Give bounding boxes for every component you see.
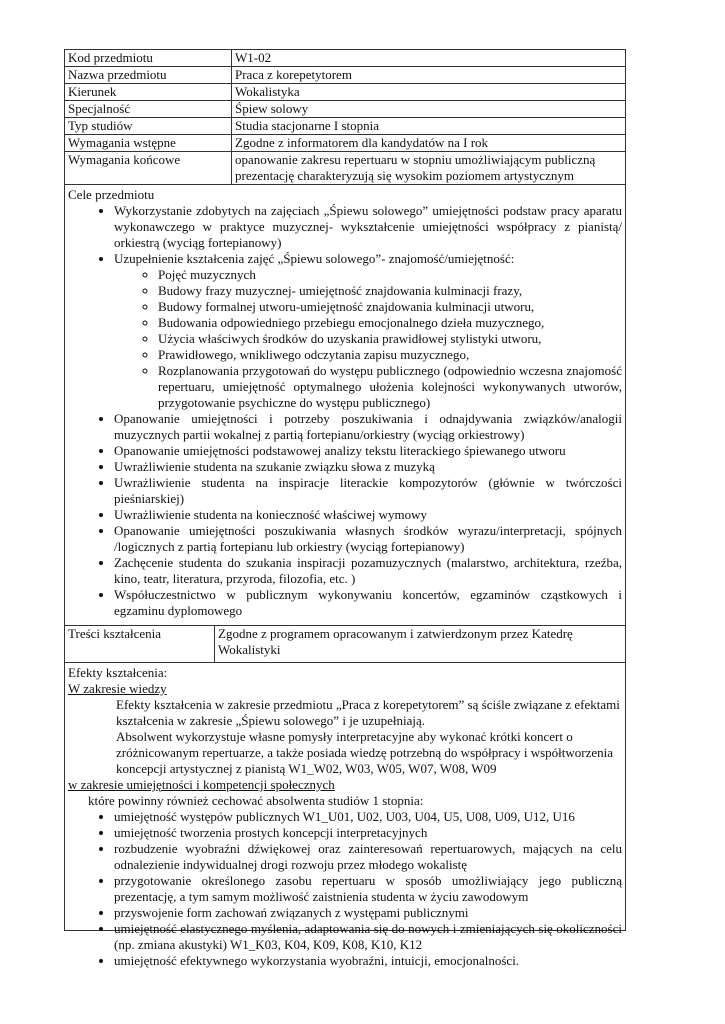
meta-value: Wokalistyka [232, 84, 626, 101]
goal-item: • Współuczestnictwo w publicznym wykonywaniu koncertów, egzaminów cząstkowych i egzaminu dyplomowego [114, 587, 622, 619]
meta-key: Specjalność [65, 101, 232, 118]
goal-subitem: ◦ Pojęć muzycznych [158, 267, 622, 283]
meta-row [65, 101, 626, 118]
meta-row [65, 152, 626, 185]
skill-item: • umiejętność tworzenia prostych koncepcji interpretacyjnych [114, 825, 622, 841]
skill-item: • przyswojenie form zachowań związanych z występami publicznymi [114, 905, 622, 921]
goal-subitem: ◦ Użycia właściwych środków do uzyskania prawidłowej stylistyki utworu, [158, 331, 622, 347]
course-meta-table [64, 49, 626, 185]
meta-value: W1-02 [232, 50, 626, 67]
goal-item: • Uwrażliwienie studenta na konieczność właściwej wymowy [114, 507, 622, 523]
meta-key: Kierunek [65, 84, 232, 101]
goal-subitem: ◦ Budowy frazy muzycznej- umiejętność znajdowania kulminacji frazy, [158, 283, 622, 299]
meta-value: Studia stacjonarne I stopnia [232, 118, 626, 135]
goal-subitem: ◦ Budowania odpowiedniego przebiegu emocjonalnego dzieła muzycznego, [158, 315, 622, 331]
goals-list [68, 203, 622, 619]
skill-item: • przygotowanie określonego zasobu repertuaru w sposób umożliwiający jego publiczną prezentację, a tym samym możliwość zaistnienia studenta w życiu zawodowym [114, 873, 622, 905]
goal-item: • Opanowanie umiejętności podstawowej analizy tekstu literackiego śpiewanego utworu [114, 443, 622, 459]
learning-outcomes-section [64, 663, 626, 968]
goal-subitem: ◦ Budowy formalnej utworu-umiejętność znajdowania kulminacji utworu, [158, 299, 622, 315]
skills-intro: które powinny również cechować absolwenta studiów 1 stopnia: [88, 793, 424, 808]
goal-item-text: Uzupełnienie kształcenia zajęć „Śpiewu solowego”- znajomość/umiejętność: [114, 251, 515, 266]
content-label: Treści kształcenia [65, 626, 215, 662]
goal-item: • Zachęcenie studenta do szukania inspiracji pozamuzycznych (malarstwo, architektura, rzeźba, kino, teatr, literatura, przyroda, filozofia, etc. ) [114, 555, 622, 587]
goal-subitem: ◦ Rozplanowania przygotowań do występu publicznego (odpowiednio wczesna znajomość repertuaru, umiejętność optymalnego ułożenia kolejności wykonywanych utworów, przygotowanie psychiczne do występu publicznego) [158, 363, 622, 411]
meta-value: Praca z korepetytorem [232, 67, 626, 84]
meta-key: Nazwa przedmiotu [65, 67, 232, 84]
knowledge-paragraph: Efekty kształcenia w zakresie przedmiotu „Praca z korepetytorem” są ściśle związane z efektami kształcenia w zakresie „Śpiewu solowego” i je uzupełniają. [116, 697, 620, 728]
goal-sublist [114, 267, 622, 411]
goal-item [114, 251, 622, 411]
skill-item: • umiejętność występów publicznych W1_U01, U02, U03, U04, U5, U08, U09, U12, U16 [114, 809, 622, 825]
meta-value: opanowanie zakresu repertuaru w stopniu umożliwiającym publiczną prezentację charakteryzują się wysokim poziomem artystycznym [232, 152, 626, 185]
meta-row [65, 50, 626, 67]
knowledge-heading: W zakresie wiedzy [68, 681, 167, 696]
goal-item: • Uwrażliwienie studenta na inspiracje literackie kompozytorów (głównie w twórczości pieśniarskiej) [114, 475, 622, 507]
goal-item: • Opanowanie umiejętności i potrzeby poszukiwania i odnajdywania związków/analogii muzycznych partii wokalnej z partią fortepianu/orkiestry (wyciąg orkiestrowy) [114, 411, 622, 443]
skill-item: • umiejętność elastycznego myślenia, adaptowania się do nowych i zmieniających się okoliczności (np. zmiana akustyki) W1_K03, K04, K09, K08, K10, K12 [114, 921, 622, 953]
meta-key: Typ studiów [65, 118, 232, 135]
skill-item: • umiejętność efektywnego wykorzystania wyobraźni, intuicji, emocjonalności. [114, 953, 622, 969]
skill-item: • rozbudzenie wyobraźni dźwiękowej oraz zainteresowań repertuarowych, mających na celu odnalezienie indywidualnej drogi rozwoju przez młodego wokalistę [114, 841, 622, 873]
meta-key: Wymagania końcowe [65, 152, 232, 185]
syllabus-page [64, 49, 626, 968]
outcomes-title: Efekty kształcenia: [68, 665, 168, 680]
meta-key: Wymagania wstępne [65, 135, 232, 152]
meta-row [65, 118, 626, 135]
meta-value: Zgodne z informatorem dla kandydatów na I rok [232, 135, 626, 152]
goal-item: • Uwrażliwienie studenta na szukanie związku słowa z muzyką [114, 459, 622, 475]
meta-key: Kod przedmiotu [65, 50, 232, 67]
meta-row [65, 135, 626, 152]
meta-row [65, 84, 626, 101]
goal-item: • Opanowanie umiejętności poszukiwania własnych środków wyrazu/interpretacji, spójnych /logicznych z partią fortepianu lub orkiestry (wyciąg fortepianowy) [114, 523, 622, 555]
meta-row [65, 67, 626, 84]
course-goals-section [64, 185, 626, 626]
skills-list [68, 809, 622, 969]
meta-value: Śpiew solowy [232, 101, 626, 118]
goal-item: • Wykorzystanie zdobytych na zajęciach „Śpiewu solowego” umiejętności podstaw pracy aparatu wykonawczego w praktyce muzycznej- wykształcenie umiejętności współpracy z pianistą/ orkiestrą (wyciąg fortepianowy) [114, 203, 622, 251]
goals-title: Cele przedmiotu [68, 187, 155, 202]
knowledge-paragraph: Absolwent wykorzystuje własne pomysły interpretacyjne aby wykonać krótki koncert o zróżnicowanym repertuarze, a także posiada wiedzę potrzebną do współpracy i współtworzenia koncepcji artystycznej z pianistą W1_W02, W03, W05, W07, W08, W09 [116, 729, 614, 776]
skills-heading: w zakresie umiejętności i kompetencji społecznych [68, 777, 335, 792]
course-content-row [64, 626, 626, 663]
content-value: Zgodne z programem opracowanym i zatwierdzonym przez Katedrę Wokalistyki [218, 626, 573, 657]
goal-subitem: ◦ Prawidłowego, wnikliwego odczytania zapisu muzycznego, [158, 347, 622, 363]
